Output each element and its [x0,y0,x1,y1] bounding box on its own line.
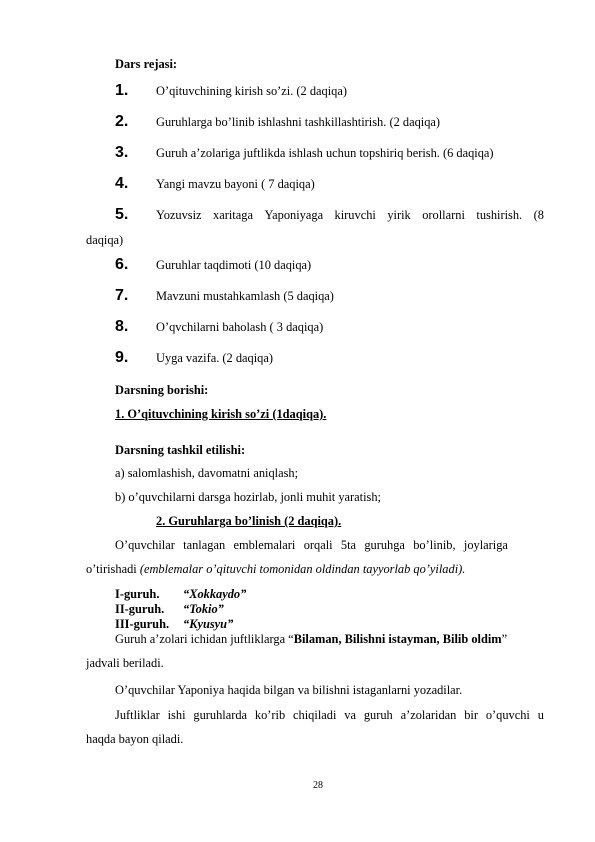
word: Yozuvsiz [156,208,202,222]
plan-item-number: 9. [115,349,129,366]
paragraph4-line2: haqda bayon qiladi. [86,732,184,746]
word: guruhlarda [193,708,248,722]
word: Juftliklar [115,708,160,722]
section2-title: 2. Guruhlarga bo’linish (2 daqiqa). [156,514,342,528]
organization-item-a: a) salomlashish, davomatni aniqlash; [115,466,299,480]
plan-item-number: 7. [115,287,129,304]
word: ishi [167,708,186,722]
word: orqali [303,538,333,552]
word: tanlagan [183,538,226,552]
word: tushirish. [476,208,523,222]
word: bir [464,708,478,722]
plan-item-text: Guruh a’zolariga juftlikda ishlash uchun topshiriq berish. (6 daqiqa) [156,146,494,160]
organization-item-b: b) o’quvchilarni darsga hozirlab, jonli muhit yaratish; [115,490,381,504]
plan-item-text [156,208,544,223]
plan-item-text: Mavzuni mustahkamlash (5 daqiqa) [156,289,334,303]
group-name: III-guruh. [115,617,170,631]
organization-heading: Darsning tashkil etilishi: [115,443,246,457]
plan-item-text: Yangi mavzu bayoni ( 7 daqiqa) [156,177,315,191]
word: O’quvchilar [115,538,175,552]
group-row [115,587,246,602]
word: a’zolaridan [400,708,457,722]
plan-item-number: 8. [115,318,129,335]
word: orollarni [422,208,465,222]
paragraph1-text: o’tirishadi [86,562,140,576]
group-title: “Xokkaydo” [183,587,247,601]
word: guruh [363,708,393,722]
plan-item-text: O’qituvchining kirish so’zi. (2 daqiqa) [156,84,347,98]
plan-item-number: 6. [115,256,129,273]
paragraph2-pre: Guruh a’zolari ichidan juftliklarga “ [115,632,294,646]
word: yirik [387,208,411,222]
plan-item-number: 4. [115,175,129,192]
word: joylariga [463,538,508,552]
paragraph2-table-name: Bilaman, Bilishni istayman, Bilib oldim [293,632,502,646]
group-title: “Tokio” [183,602,224,616]
plan-item-number: 5. [115,206,129,223]
page-number: 28 [313,780,323,791]
group-name: I-guruh. [115,587,160,601]
plan-item-text: O’qvchilarni baholash ( 3 daqiqa) [156,320,324,334]
word: Yaponiyaga [264,208,324,222]
word: 5ta [340,538,357,552]
word: (8 [533,208,544,222]
plan-item-number: 3. [115,144,129,161]
word: ko’rib [254,708,286,722]
word: chiqiladi [293,708,337,722]
paragraph2-post: ” [501,632,508,646]
paragraph1-line2 [86,562,465,577]
word: guruhga [364,538,405,552]
paragraph1-note: (emblemalar o’qituvchi tomonidan oldindan tayyorlab qo’yiladi). [139,562,466,576]
paragraph1-line1 [115,538,508,553]
word: u [537,708,544,722]
section1-title: 1. O’qituvchining kirish so’zi (1daqiqa). [115,407,327,421]
plan-item-text: Uyga vazifa. (2 daqiqa) [156,351,273,365]
paragraph3: O’quvchilar Yaponiya haqida bilgan va bilishni istaganlarni yozadilar. [115,683,463,697]
plan-item-continuation: daqiqa) [86,233,124,247]
paragraph4-line1 [115,708,544,723]
plan-heading: Dars rejasi: [115,57,178,71]
word: emblemalari [233,538,296,552]
paragraph2-line2: jadvali beriladi. [86,656,164,670]
process-heading: Darsning borishi: [115,383,209,397]
group-name: II-guruh. [115,602,165,616]
word: o’quvchi [485,708,530,722]
group-row [115,602,224,617]
plan-item-text: Guruhlar taqdimoti (10 daqiqa) [156,258,312,272]
plan-item-text: Guruhlarga bo’linib ishlashni tashkillashtirish. (2 daqiqa) [156,115,441,129]
plan-item-number: 1. [115,82,129,99]
paragraph2-line1 [115,632,507,647]
word: va [344,708,356,722]
plan-item-number: 2. [115,113,129,130]
group-title: “Kyusyu” [183,617,234,631]
group-row [115,617,233,632]
word: xaritaga [213,208,253,222]
word: kiruvchi [334,208,376,222]
word: bo’linib, [413,538,456,552]
